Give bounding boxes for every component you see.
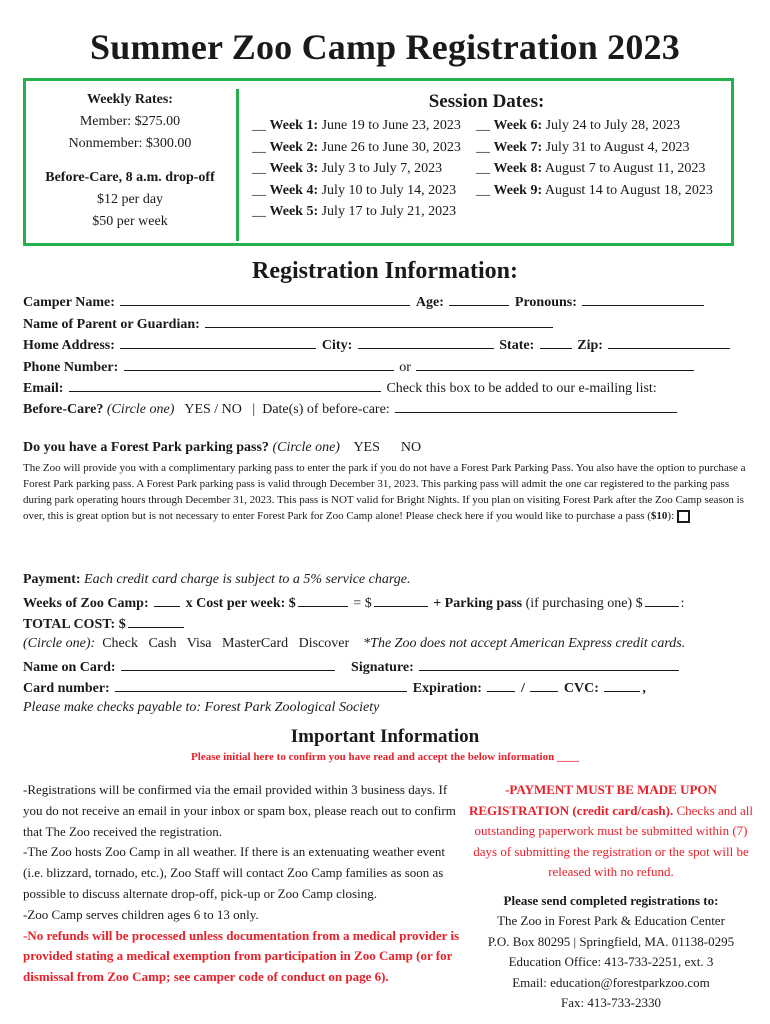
parking-description: The Zoo will provide you with a complimentary parking pass to enter the park if you do not have a Forest Park Parking Pass. You also have the option to purchase a Forest Park parking pass. A Forest Park parking pass is valid through December 31, 2023. This parking pass will admit the one car registered to the parking pass during park operating hours through December 31, 2023. This pass is NOT valid for Bright Nights. If you plan on visiting Forest Park after the Zoo Camp season is over, this is great option but is not necessary to enter Forest Park for Zoo Camp alone! Please check here if you would like to purchase a pass ($10): [23,462,746,522]
weather-paragraph: -The Zoo hosts Zoo Camp in all weather. If there is an extenuating weather event (i.e. blizzard, tornado, etc.), Zoo Staff will contact Zoo Camp families as soon as possible to discuss alternate drop-off, pick-up or Zoo Camp closing. [23,844,445,901]
week-item[interactable]: __ Week 8: August 7 to August 11, 2023 [476,161,706,176]
payment-method-line: (Circle one): Check Cash Visa MasterCard Discover *The Zoo does not accept American Express credit cards. [23,636,686,651]
important-info-heading: Important Information [290,726,480,747]
week-item[interactable]: __ Week 9: August 14 to August 18, 2023 [476,182,713,198]
city-field[interactable] [358,335,494,349]
weekly-rates-heading: Weekly Rates: [87,92,173,107]
week-item[interactable]: __ Week 3: July 3 to July 7, 2023 [252,161,443,176]
session-weeks-column-2 [476,115,713,201]
member-rate: Member: $275.00 [79,114,181,129]
week-item[interactable]: __ Week 4: July 10 to July 14, 2023 [252,182,457,198]
initial-confirm-line[interactable]: Please initial here to confirm you have read and accept the below information ____ [191,751,579,763]
registration-heading: Registration Information: [252,258,518,284]
card-name-line: Name on Card: Signature: [23,657,681,676]
signature-field[interactable] [419,657,679,671]
cvc-field[interactable] [604,678,640,692]
before-care-per-week: $50 per week [92,214,168,229]
expiration-year-field[interactable] [530,678,558,692]
week-item[interactable]: __ Week 1: June 19 to June 23, 2023 [252,118,461,133]
name-on-card-field[interactable] [121,657,335,671]
address-line: Home Address: City: State: Zip: [23,335,732,354]
subtotal-field[interactable] [374,593,428,607]
send-registrations-heading: Please send completed registrations to: [503,892,719,908]
payment-methods[interactable]: Check Cash Visa MasterCard Discover [102,636,350,651]
nonmember-rate: Nonmember: $300.00 [68,136,192,151]
phone-field-2[interactable] [416,357,694,371]
important-info-left [23,780,463,988]
ages-paragraph: -Zoo Camp serves children ages 6 to 13 only. [23,906,259,922]
card-number-field[interactable] [115,678,407,692]
cost-per-week-field[interactable] [298,593,348,607]
expiration-month-field[interactable] [487,678,515,692]
contact-email[interactable]: Email: education@forestparkzoo.com [512,974,710,990]
address-line-2: P.O. Box 80295 | Springfield, MA. 01138-0295 [487,933,735,949]
rates-box [23,78,734,246]
before-care-per-day: $12 per day [96,192,164,207]
week-item[interactable]: __ Week 6: July 24 to July 28, 2023 [476,118,681,133]
mailing-list-label: Check this box to be added to our e-mailing list: [386,381,657,396]
before-care-line: Before-Care? (Circle one) YES / NO | Date(s) of before-care: [23,399,679,418]
session-weeks-column-1 [252,115,461,223]
total-cost-field[interactable] [128,614,184,628]
state-field[interactable] [540,335,572,349]
parking-pass-cost-field[interactable] [645,593,679,607]
parking-no[interactable]: NO [400,440,422,455]
week-item[interactable]: __ Week 2: June 26 to June 30, 2023 [252,139,461,155]
fax-number: Fax: 413-733-2330 [560,995,662,1010]
refund-policy-paragraph: -No refunds will be processed unless documentation from a medical provider is provided stating a medical exemption from participation in Zoo Camp (or for dismissal from Zoo Camp; see camper code of conduct on page 6). [23,927,460,985]
important-info-right [466,780,756,1014]
parent-name-field[interactable] [205,314,553,328]
weeks-count-field[interactable] [154,593,180,607]
education-office: Education Office: 413-733-2251, ext. 3 [508,954,714,969]
confirmation-paragraph: -Registrations will be confirmed via the email provided within 3 business days. If you do not receive an email in your inbox or spam box, please reach out to confirm that The Zoo received the registration. [23,782,456,839]
week-item[interactable]: __ Week 5: July 17 to July 21, 2023 [252,204,457,219]
parent-line: Name of Parent or Guardian: [23,314,555,333]
email-field[interactable] [69,378,381,392]
address-line-1: The Zoo in Forest Park & Education Center [497,913,725,928]
before-care-heading: Before-Care, 8 a.m. drop-off [45,170,215,185]
total-line: TOTAL COST: $ [23,614,186,633]
before-care-dates-field[interactable] [395,399,677,413]
purchase-pass-checkbox[interactable] [677,510,690,523]
home-address-field[interactable] [120,335,316,349]
session-dates-heading: Session Dates: [428,91,545,112]
pronouns-field[interactable] [582,292,704,306]
week-item[interactable]: __ Week 7: July 31 to August 4, 2023 [476,139,690,155]
payment-policy: -PAYMENT MUST BE MADE UPON REGISTRATION (credit card/cash). Checks and all outstanding paperwork must be submitted within (7) days of submitting the registration or the spot will be released with no refund. [468,782,754,879]
parking-yes[interactable]: YES [353,440,380,455]
before-care-yes-no[interactable]: YES / NO [184,402,242,417]
camper-line: Camper Name: Age: Pronouns: [23,292,706,311]
email-line: Email: Check this box to be added to our e-mailing list: [23,378,657,397]
phone-field-1[interactable] [124,357,394,371]
zip-field[interactable] [608,335,730,349]
payment-note-line: Payment: Each credit card charge is subject to a 5% service charge. [23,572,411,587]
amex-note: *The Zoo does not accept American Express credit cards. [363,636,686,651]
weekly-rates [26,89,234,233]
age-field[interactable] [449,292,509,306]
parking-question: Do you have a Forest Park parking pass? (Circle one) YES NO [23,440,422,455]
weeks-cost-line: Weeks of Zoo Camp: x Cost per week: $ = $ + Parking pass (if purchasing one) $ : [23,593,685,612]
card-number-line: Card number: Expiration: / CVC: , [23,678,646,697]
page-title: Summer Zoo Camp Registration 2023 [90,27,680,67]
checks-payable-line: Please make checks payable to: Forest Park Zoological Society [23,700,380,715]
phone-line: Phone Number: or [23,357,696,376]
camper-name-field[interactable] [120,292,410,306]
